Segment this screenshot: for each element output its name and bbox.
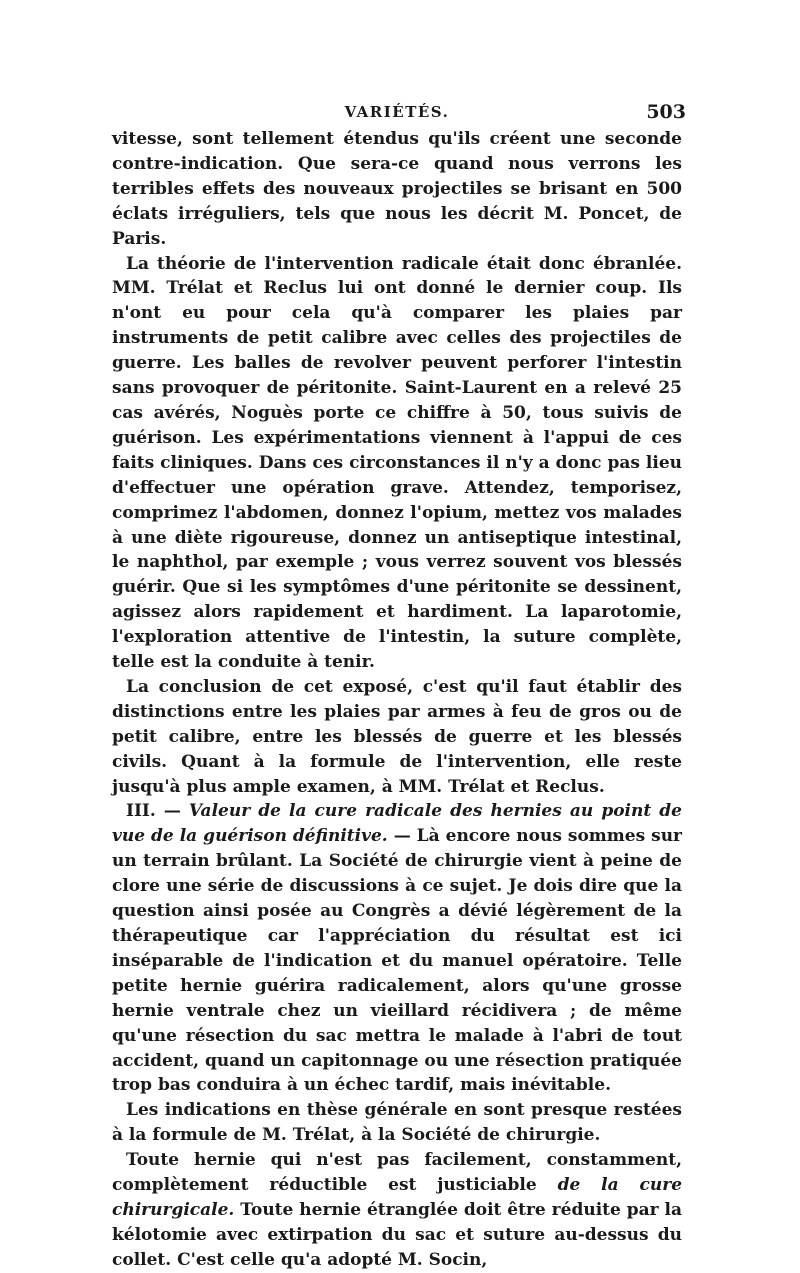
running-head	[112, 101, 686, 127]
section-number: III. —	[126, 801, 189, 822]
paragraph-6-italic: de la cure chirurgicale.	[112, 1175, 683, 1220]
running-title: VARIÉTÉS.	[344, 103, 450, 121]
paragraph-1-text: vitesse, sont tellement étendus qu'ils créent une seconde contre-indication. Que sera-ce quand nous verrons les terribles effets des nouveaux projectiles se brisant en 500 éclats irréguliers, tels que nous les décrit M. Poncet, de Paris.	[112, 129, 682, 249]
paragraph-6-text: Toute hernie étranglée doit être réduite par la kélotomie avec extirpation du sac et suture au-dessus du collet. C'est celle qu'a adopté M. Socin,	[112, 1199, 682, 1270]
page-number: 503	[646, 101, 686, 123]
paragraph-4-text: — Là encore nous sommes sur un terrain brûlant. La Société de chirurgie vient à peine de clore une série de discussions à ce sujet. Je dois dire que la question ainsi posée au Congrès a dévié légèrement de la thérapeutique car l'appréciation du résultat est ici inséparable de l'indication et du manuel opératoire. Telle petite hernie guérira radicalement, alors qu'une grosse hernie ventrale chez un vieillard récidivera ; de même qu'une résection du sac mettra le malade à l'abri de tout accident, quand un capitonnage ou une résection pratiquée trop bas conduira à un échec tardif, mais inévitable.	[112, 826, 683, 1096]
paragraph-5	[112, 1098, 682, 1148]
paragraph-4-section-iii	[112, 799, 682, 1098]
section-title: Valeur de la cure radicale des hernies au point de vue de la guérison définitive.	[112, 801, 682, 847]
paragraph-2-text: La théorie de l'intervention radicale était donc ébranlée. MM. Trélat et Reclus lui ont donné le dernier coup. Ils n'ont eu pour cela qu'à comparer les plaies par instruments de petit calibre avec celles des projectiles de guerre. Les balles de revolver peuvent perforer l'intestin sans provoquer de péritonite. Saint-Laurent en a relevé 25 cas avérés, Noguès porte ce chiffre à 50, tous suivis de guérison. Les expérimentations viennent à l'appui de ces faits cliniques. Dans ces circonstances il n'y a donc pas lieu d'effectuer une opération grave. Attendez, temporisez, comprimez l'abdomen, donnez l'opium, mettez vos malades à une diète rigoureuse, donnez un antiseptique intestinal, le naphthol, par exemple ; vous verrez souvent vos blessés guérir. Que si les symptômes d'une péritonite se dessinent, agissez alors rapidement et hardiment. La laparotomie, l'exploration attentive de l'intestin, la suture complète, telle est la conduite à tenir.	[112, 253, 682, 673]
paragraph-2	[112, 252, 682, 675]
paragraph-6-lead: Toute hernie qui n'est pas facilement, constamment, complètement réductible est justiciable	[112, 1150, 682, 1196]
paragraph-1	[112, 127, 682, 252]
paragraph-3-text: La conclusion de cet exposé, c'est qu'il faut établir des distinctions entre les plaies par armes à feu de gros ou de petit calibre, entre les blessés de guerre et les blessés civils. Quant à la formule de l'intervention, elle reste jusqu'à plus ample examen, à MM. Trélat et Reclus.	[112, 676, 682, 797]
paragraph-5-text: Les indications en thèse générale en sont presque restées à la formule de M. Trélat, à la Société de chirurgie.	[112, 1100, 682, 1146]
paragraph-3	[112, 675, 682, 800]
paragraph-6	[112, 1148, 682, 1273]
body-text	[112, 127, 682, 1273]
